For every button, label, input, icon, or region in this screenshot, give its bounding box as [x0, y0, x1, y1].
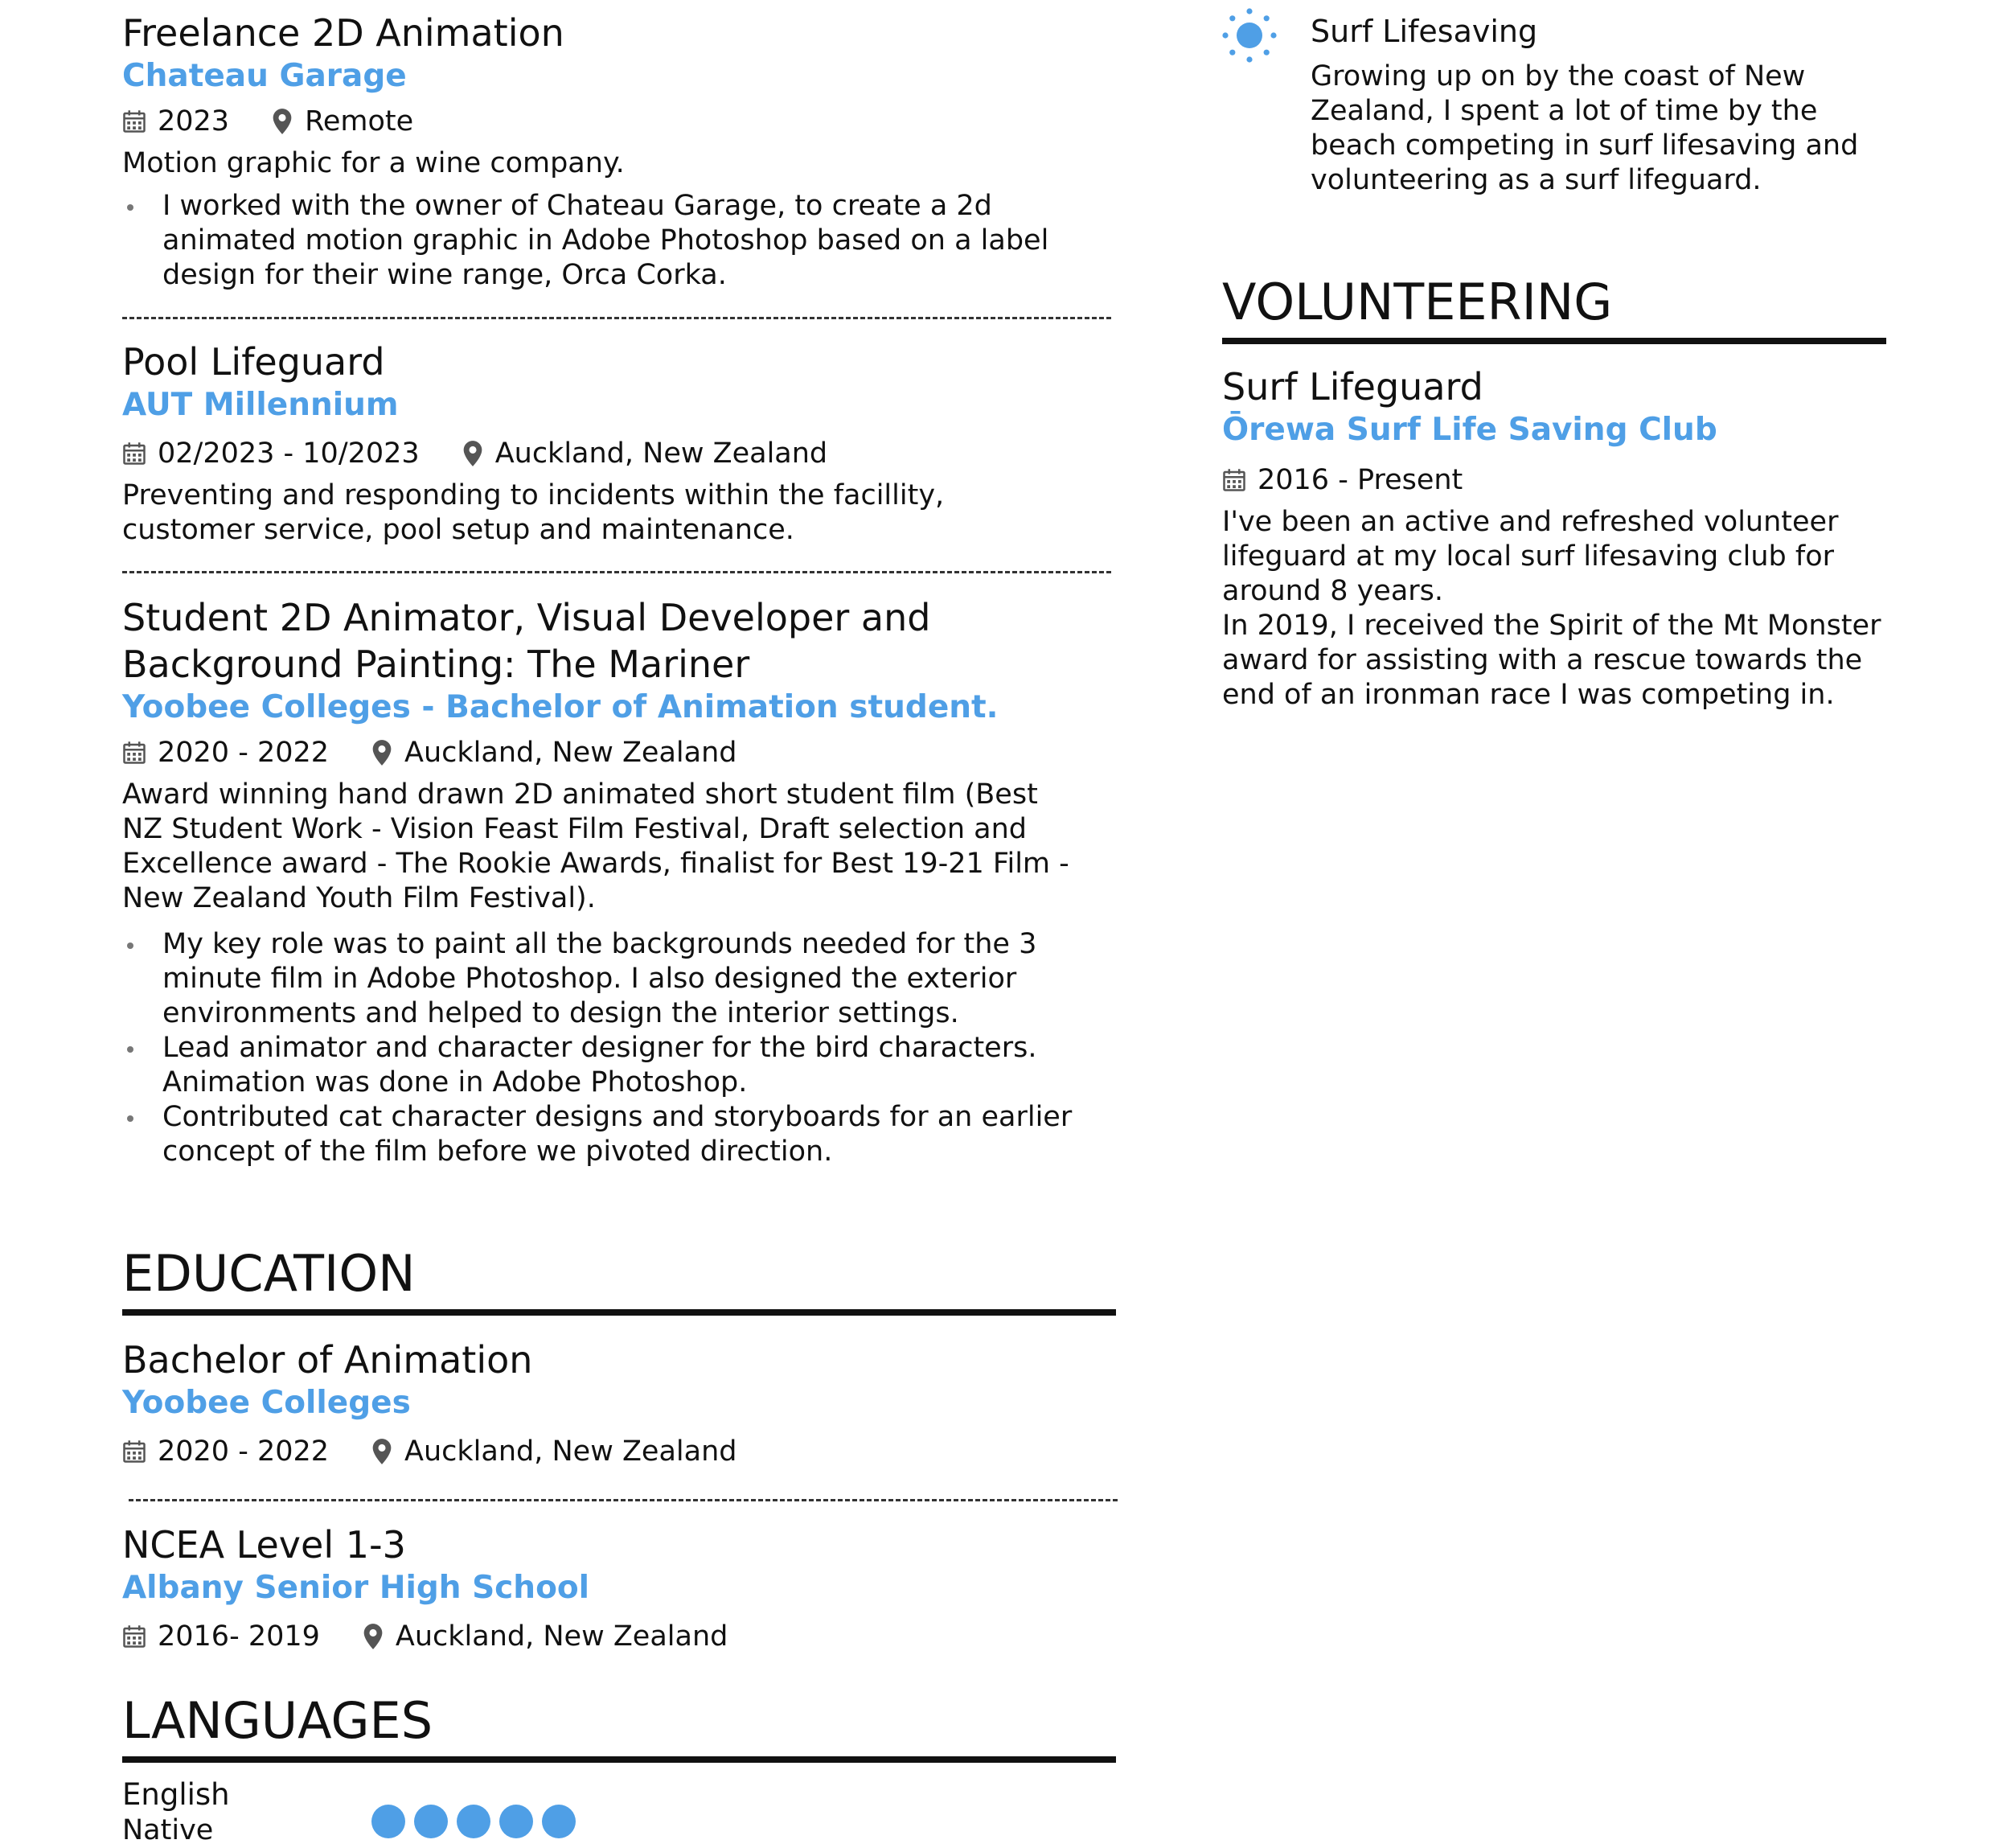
degree-title: Bachelor of Animation [122, 1338, 533, 1382]
location-item [462, 435, 827, 472]
divider [122, 571, 1111, 573]
rating-dot [371, 1805, 405, 1838]
language-name: English [122, 1777, 230, 1812]
job-bullets [122, 927, 1127, 1169]
calendar-icon [122, 441, 146, 466]
map-pin-icon [371, 1438, 393, 1465]
experience-entry [122, 594, 1122, 1169]
date-text: 2020 - 2022 [158, 1435, 330, 1468]
job-meta [122, 734, 1122, 771]
location-item [371, 1433, 736, 1470]
education-entry [122, 1337, 1122, 1470]
job-title: Pool Lifeguard [122, 340, 385, 384]
company-name: Yoobee Colleges - Bachelor of Animation student. [122, 689, 999, 725]
bullet-item: My key role was to paint all the backgrounds needed for the 3 minute film in Adobe Photoshop. I also designed the exterior environments and helped to design the interior settings. [122, 927, 1127, 1031]
calendar-icon [122, 1439, 146, 1464]
volunteer-meta [1222, 462, 1898, 499]
job-bullets [122, 189, 1111, 293]
divider [129, 1499, 1118, 1501]
date-text: 2016 - Present [1258, 464, 1463, 496]
company-name: Chateau Garage [122, 58, 407, 94]
education-meta [122, 1618, 1122, 1655]
job-meta [122, 435, 1122, 472]
job-title: Freelance 2D Animation [122, 11, 564, 55]
calendar-icon [122, 741, 146, 765]
degree-title: NCEA Level 1-3 [122, 1523, 406, 1567]
volunteer-description: In 2019, I received the Spirit of the Mt Monster award for assisting with a rescue towards the end of an ironman race I was competing in. [1222, 610, 1881, 711]
divider [122, 317, 1111, 319]
interest-title: Surf Lifesaving [1311, 14, 1538, 49]
map-pin-icon [371, 739, 393, 766]
location-item [362, 1618, 728, 1655]
map-pin-icon [362, 1623, 384, 1650]
map-pin-icon [462, 440, 484, 467]
rating-dot [542, 1805, 576, 1838]
job-title: Student 2D Animator, Visual Developer and Background Painting: The Mariner [122, 596, 931, 686]
section-heading-languages: LANGUAGES [122, 1690, 1116, 1763]
education-meta [122, 1433, 1122, 1470]
experience-entry [122, 339, 1122, 548]
rating-dot [499, 1805, 533, 1838]
language-level: Native [122, 1814, 214, 1846]
location-text: Auckland, New Zealand [494, 437, 828, 470]
section-heading-volunteering: VOLUNTEERING [1222, 272, 1886, 344]
sun-icon [1221, 6, 1278, 64]
map-pin-icon [271, 108, 293, 135]
interest-body [1311, 11, 1889, 198]
volunteer-role: Surf Lifeguard [1222, 365, 1483, 409]
date-item [122, 1433, 329, 1470]
bullet-item: Lead animator and character designer for the bird characters. Animation was done in Adobe Photoshop. [122, 1031, 1127, 1100]
rating-dot [414, 1805, 448, 1838]
volunteer-org: Ōrewa Surf Life Saving Club [1222, 412, 1717, 448]
date-text: 2023 [158, 105, 230, 138]
job-description: Award winning hand drawn 2D animated short student film (Best NZ Student Work - Vision Feast Film Festival, Draft selection and Excellence award - The Rookie Awards, finalist for Best 19-21 Film - New Zealand Youth Film Festival). [122, 778, 1069, 914]
location-text: Auckland, New Zealand [404, 737, 737, 769]
education-entry [122, 1522, 1122, 1655]
date-text: 02/2023 - 10/2023 [158, 437, 420, 470]
company-name: AUT Millennium [122, 387, 399, 423]
job-meta [122, 103, 1122, 140]
location-text: Remote [305, 105, 414, 138]
calendar-icon [1222, 468, 1246, 492]
bullet-item: Contributed cat character designs and storyboards for an earlier concept of the film before we pivoted direction. [122, 1100, 1127, 1169]
volunteering-entry [1222, 363, 1898, 713]
school-name: Yoobee Colleges [122, 1385, 411, 1421]
date-item [122, 435, 420, 472]
calendar-icon [122, 109, 146, 133]
interest-description: Growing up on by the coast of New Zealand, I spent a lot of time by the beach competing in surf lifesaving and volunteering as a surf lifeguard. [1311, 60, 1859, 196]
rating-dot [457, 1805, 490, 1838]
location-item [271, 103, 413, 140]
volunteer-description: I've been an active and refreshed volunteer lifeguard at my local surf lifesaving club for around 8 years. [1222, 506, 1839, 607]
date-item [122, 103, 229, 140]
language-rating [371, 1805, 585, 1838]
location-text: Auckland, New Zealand [395, 1620, 728, 1653]
date-item [1222, 462, 1463, 499]
job-description: Preventing and responding to incidents within the facillity, customer service, pool setup and maintenance. [122, 479, 945, 546]
job-description: Motion graphic for a wine company. [122, 147, 625, 179]
calendar-icon [122, 1624, 146, 1649]
bullet-item: I worked with the owner of Chateau Garage, to create a 2d animated motion graphic in Adobe Photoshop based on a label design for their wine range, Orca Corka. [122, 189, 1111, 293]
section-heading-education: EDUCATION [122, 1243, 1116, 1316]
date-text: 2020 - 2022 [158, 737, 330, 769]
date-item [122, 734, 329, 771]
school-name: Albany Senior High School [122, 1570, 590, 1606]
date-text: 2016- 2019 [158, 1620, 320, 1653]
date-item [122, 1618, 320, 1655]
location-text: Auckland, New Zealand [404, 1435, 737, 1468]
location-item [371, 734, 736, 771]
experience-entry [122, 10, 1122, 293]
language-entry [122, 1777, 1122, 1848]
